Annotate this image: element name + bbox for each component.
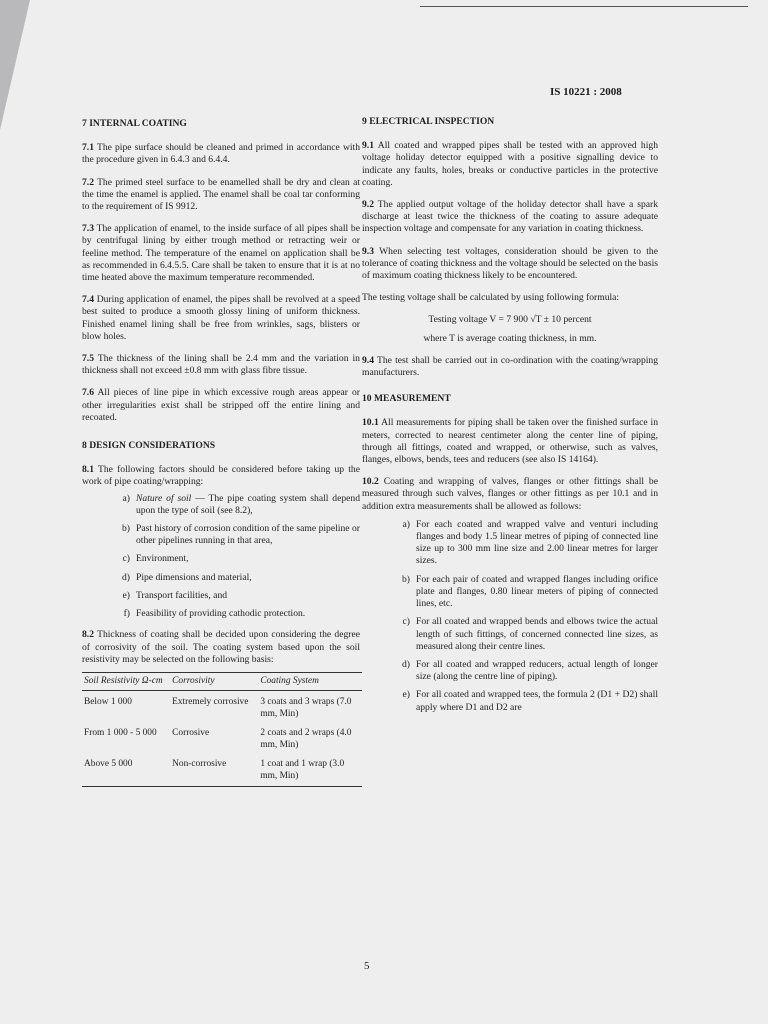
section-10-heading: 10 MEASUREMENT [362, 393, 451, 405]
formula-where: where T is average coating thickness, in mm. [423, 332, 597, 344]
table-cell: Corrosive [172, 728, 210, 739]
clause-7-3: 7.3 The application of enamel, to the inside surface of all pipes shall be by centrifugal lining by either trough method or retracting weir or feeline method. The temperature of the enamel on application shall be as recommended in 6.4.5.5. Care shall be taken to ensure that it is at no time heated above the maximum temperature recommended. [82, 223, 360, 284]
table-cell: From 1 000 - 5 000 [84, 728, 157, 739]
clause-7-6: 7.6 All pieces of line pipe in which excessive rough areas appear or other irregularities exist shall be stripped off the entire lining and recoated. [82, 387, 360, 423]
table-header: Coating System [258, 672, 362, 691]
clause-8-2: 8.2 Thickness of coating shall be decided upon considering the degree of corrosivity of the soil. The coating system based upon the soil resistivity may be selected on the following basis: [82, 629, 360, 665]
table-cell: 2 coats and 2 wraps (4.0 mm, Min) [260, 728, 352, 750]
table-cell: Extremely corrosive [172, 697, 249, 708]
section-8-heading: 8 DESIGN CONSIDERATIONS [82, 440, 216, 452]
clause-7-5: 7.5 The thickness of the lining shall be 2.4 mm and the variation in thickness shall not exceed ±0.8 mm with glass fibre tissue. [82, 353, 360, 377]
table-cell: Non-corrosive [170, 753, 258, 787]
table-row [82, 753, 362, 787]
list-item: c) For all coated and wrapped bends and elbows twice the actual length of such fittings, of concerned connected line sizes, as measured along their centre lines. [402, 616, 658, 652]
table-header: Corrosivity [170, 672, 258, 691]
list-item: d) For all coated and wrapped reducers, actual length of longer size (along the centre line of piping). [402, 658, 658, 683]
list-item: d) Pipe dimensions and material, [122, 571, 252, 583]
soil-resistivity-table [82, 672, 362, 788]
clause-8-1: 8.1 The following factors should be considered before taking up the work of pipe coating/wrapping: [82, 464, 360, 488]
clause-9-3: 9.3 When selecting test voltages, consideration should be given to the tolerance of coating thickness and the voltage should be selected on the basis of maximum coating thickness likely to be encountered. [362, 245, 658, 282]
page-fold-shadow [0, 0, 30, 130]
section-9-heading: 9 ELECTRICAL INSPECTION [362, 116, 495, 127]
factors-list [108, 493, 360, 621]
list-item: e) Transport facilities, and [122, 589, 228, 601]
list-item: b) Past history of corrosion condition of the same pipeline or other pipelines running in that area, [122, 523, 360, 547]
top-rule [420, 6, 748, 7]
table-row [82, 722, 362, 753]
clause-7-2: 7.2 The primed steel surface to be enamelled shall be dry and clean at the time the enamel is applied. The enamel shall be coal tar conforming to the requirement of IS 9912. [82, 176, 361, 213]
table-header-row [82, 672, 362, 691]
table-cell: 1 coat and 1 wrap (3.0 mm, Min) [258, 753, 362, 787]
section-7-heading: 7 INTERNAL COATING [82, 118, 187, 129]
testing-voltage-formula: Testing voltage V = 7 900 √T ± 10 percent [428, 314, 592, 326]
clause-10-1: 10.1 All measurements for piping shall be taken over the finished surface in meters, corrected to nearest centimeter along the center line of piping, through all fittings, coated and wrapped, or otherwise, such as valves, flanges, elbows, bends, tees and reducers (see also IS 14164). [362, 417, 658, 466]
table-header: Soil Resistivity Ω-cm [82, 672, 170, 691]
list-item: a) Nature of soil — The pipe coating system shall depend upon the type of soil (see 8.2), [122, 492, 360, 516]
clause-9-3-formula-intro: The testing voltage shall be calculated by using following formula: [362, 292, 620, 304]
clause-7-1: 7.1 The pipe surface should be cleaned and primed in accordance with the procedure given in 6.4.3 and 6.4.4. [82, 142, 360, 166]
left-column [82, 118, 360, 787]
clause-9-4: 9.4 The test shall be carried out in co-ordination with the coating/wrapping manufacturers. [362, 354, 658, 379]
table-cell: 3 coats and 3 wraps (7.0 mm, Min) [260, 697, 352, 719]
clause-10-2: 10.2 Coating and wrapping of valves, flanges or other fittings shall be measured through such valves, flanges or other fittings as per 10.1 and in addition extra measurements shall be allowed as follows: [362, 476, 658, 512]
table-cell: Above 5 000 [82, 753, 170, 787]
list-item: e) For all coated and wrapped tees, the formula 2 (D1 + D2) shall apply where D1 and D2 are [402, 689, 658, 713]
right-column [362, 116, 658, 723]
list-item: a) For each coated and wrapped valve and venturi including flanges and body 1.5 linear metres of piping of connected line size up to 300 mm line size and 2.00 linear metres for larger sizes. [402, 518, 658, 567]
standard-number: IS 10221 : 2008 [550, 86, 622, 98]
measurement-list [388, 519, 658, 714]
clause-9-1: 9.1 All coated and wrapped pipes shall be tested with an approved high voltage holiday detector equipped with a positive signalling device to indicate any faults, holes, breaks or conductive particles in the protective coating. [362, 140, 658, 188]
list-item: b) For each pair of coated and wrapped flanges including orifice plate and flanges, 0.80 linear meters of piping of connected lines, etc. [402, 573, 658, 610]
table-row [82, 691, 362, 723]
clause-7-4: 7.4 During application of enamel, the pipes shall be revolved at a speed best suited to produce a smooth glossy lining of uniform thickness. Finished enamel lining shall be free from wrinkles, sags, blisters or blow holes. [82, 294, 360, 342]
page-number: 5 [364, 960, 370, 972]
list-item: f) Feasibility of providing cathodic protection. [123, 608, 306, 620]
clause-9-2: 9.2 The applied output voltage of the holiday detector shall have a spark discharge at least twice the thickness of the coating to assure adequate inspection voltage and compensate for any variation in coating thickness. [362, 199, 658, 235]
list-item: c) Environment, [122, 553, 189, 565]
table-cell: Below 1 000 [84, 697, 132, 708]
